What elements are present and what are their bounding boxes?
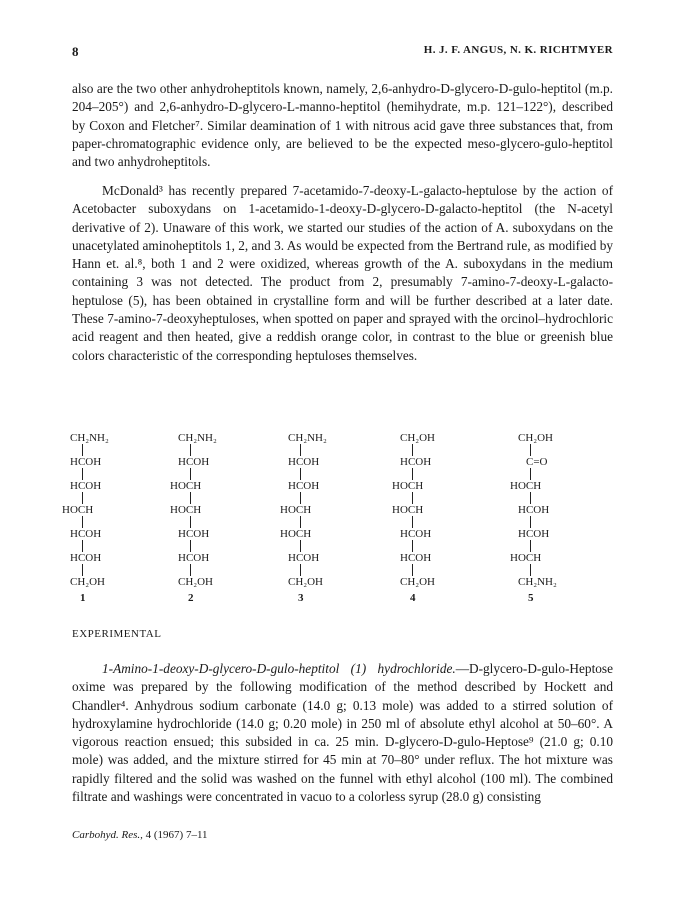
bond-line [412, 468, 413, 480]
structure-row [508, 528, 618, 540]
structure-row [168, 528, 278, 540]
group-label: HOCH [510, 480, 542, 492]
structure-row [60, 552, 170, 564]
structure-row [168, 552, 278, 564]
group-label: HCOH [288, 456, 320, 468]
bond-line [412, 516, 413, 528]
structure-row [168, 432, 278, 444]
bond-line [190, 540, 191, 552]
group-label: HCOH [70, 552, 102, 564]
group-label: C=O [526, 456, 548, 468]
bond-line [190, 468, 191, 480]
group-label: CH₂NH₂ [288, 432, 327, 444]
running-head: H. J. F. ANGUS, N. K. RICHTMYER [423, 44, 613, 56]
journal-name: Carbohyd. Res., [72, 829, 143, 841]
bond-line [300, 444, 301, 456]
group-label: HCOH [70, 480, 102, 492]
structure-4 [390, 432, 500, 612]
group-label: CH₂NH₂ [178, 432, 217, 444]
structure-row [60, 432, 170, 444]
group-label: CH₂OH [400, 576, 436, 588]
bond-line [190, 564, 191, 576]
structure-row [278, 504, 388, 516]
paragraph-1: also are the two other anhydroheptitols known, namely, 2,6-anhydro-D-glycero-D-gulo-heptitol (m.p. 204–205°) and 2,6-anhydro-D-glycero-L-manno-heptitol (hemihydrate, m.p. 121–122°), described by Coxon and Fletcher⁷. Similar deamination of 1 with nitrous acid gave three substances that, from paper-chromatographic evidence only, are believed to be the expected meso-glycero-gulo-heptitol and two anhydroheptitols. [72, 81, 613, 170]
group-label: HCOH [400, 456, 432, 468]
group-label: HCOH [70, 456, 102, 468]
bond-line [82, 540, 83, 552]
page-footer [72, 829, 208, 841]
compound-number: 1 [80, 592, 86, 604]
bond-line [412, 540, 413, 552]
group-label: CH₂OH [178, 576, 214, 588]
group-label: HOCH [392, 480, 424, 492]
structure-row [278, 552, 388, 564]
group-label: CH₂OH [70, 576, 106, 588]
fischer-projections [60, 432, 630, 612]
bond-line [530, 516, 531, 528]
group-label: HCOH [288, 552, 320, 564]
compound-number: 2 [188, 592, 194, 604]
structure-row [390, 504, 500, 516]
group-label: HCOH [400, 552, 432, 564]
group-label: HCOH [518, 528, 550, 540]
structure-row [508, 480, 618, 492]
group-label: HOCH [170, 480, 202, 492]
group-label: HCOH [178, 552, 210, 564]
compound-number: 3 [298, 592, 304, 604]
structure-row [168, 480, 278, 492]
structure-3 [278, 432, 388, 612]
structure-row [390, 432, 500, 444]
paragraph-3 [72, 660, 613, 806]
structure-row [390, 576, 500, 588]
group-label: HOCH [280, 504, 312, 516]
bond-line [412, 444, 413, 456]
bond-line [190, 516, 191, 528]
bond-line [300, 492, 301, 504]
structure-row [508, 552, 618, 564]
group-label: CH₂OH [518, 432, 554, 444]
structure-row [390, 552, 500, 564]
bond-line [300, 516, 301, 528]
group-label: CH₂NH₂ [70, 432, 109, 444]
bond-line [412, 492, 413, 504]
page-header [72, 44, 613, 60]
structure-row [168, 456, 278, 468]
group-label: HCOH [400, 528, 432, 540]
group-label: CH₂OH [400, 432, 436, 444]
bond-line [412, 564, 413, 576]
group-label: CH₂OH [288, 576, 324, 588]
paragraph-3-body: —D-glycero-D-gulo-Heptose oxime was prepared by the following modification of the method described by Hockett and Chandler⁴. Anhydrous sodium carbonate (14.0 g; 0.13 mole) was added to a stirred solution of hydroxylamine hydrochloride (14.0 g; 0.20 mole) in 250 ml of absolute ethyl alcohol at 50–60°. A vigorous reaction ensued; this subsided in ca. 25 min. D-glycero-D-gulo-Heptose⁹ (21.0 g; 0.10 mole) was added, and the mixture stirred for 45 min at 70–80° under reflux. The hot mixture was rapidly filtered and the solid was washed on the funnel with ethyl alcohol (100 ml). The combined filtrate and washings were concentrated in vacuo to a colorless syrup (28.0 g) consisting [72, 661, 613, 805]
structure-row [60, 480, 170, 492]
paragraph-2: McDonald³ has recently prepared 7-acetamido-7-deoxy-L-galacto-heptulose by the action of Acetobacter suboxydans on 1-acetamido-1-deoxy-D-glycero-D-galacto-heptitol (the N-acetyl derivative of 2). Unaware of this work, we started our studies of the action of A. suboxydans on the unacetylated aminoheptitols 1, 2, and 3. As would be expected from the Bertrand rule, as modified by Hann et. al.⁸, both 1 and 2 were oxidized, whereas growth of the A. suboxydans in the medium containing 3 was not detected. The product from 2, presumably 7-amino-7-deoxy-L-galacto-heptulose (5), has been obtained in crystalline form and will be further described at a later date. These 7-amino-7-deoxyheptuloses, when spotted on paper and sprayed with the orcinol–hydrochloric acid reagent and then heated, give a reddish orange color, in contrast to the blue or greenish blue colors characteristic of the corresponding heptuloses themselves. [72, 183, 613, 363]
group-label: CH₂NH₂ [518, 576, 557, 588]
structure-row [390, 528, 500, 540]
structure-row [278, 576, 388, 588]
bond-line [82, 564, 83, 576]
bond-line [530, 564, 531, 576]
structure-row [390, 480, 500, 492]
bond-line [530, 444, 531, 456]
compound-number: 4 [410, 592, 416, 604]
bond-line [82, 468, 83, 480]
bond-line [82, 492, 83, 504]
group-label: HOCH [510, 552, 542, 564]
group-label: HOCH [62, 504, 94, 516]
group-label: HCOH [518, 504, 550, 516]
group-label: HCOH [178, 456, 210, 468]
structure-5 [508, 432, 618, 612]
structure-row [278, 528, 388, 540]
structure-row [278, 432, 388, 444]
structure-row [60, 576, 170, 588]
structure-row [60, 456, 170, 468]
bond-line [530, 492, 531, 504]
group-label: HOCH [280, 528, 312, 540]
journal-citation: 4 (1967) 7–11 [145, 829, 208, 841]
structure-2 [168, 432, 278, 612]
group-label: HCOH [178, 528, 210, 540]
structure-row [508, 504, 618, 516]
bond-line [190, 444, 191, 456]
structure-row [508, 432, 618, 444]
paragraph-3-title: 1-Amino-1-deoxy-D-glycero-D-gulo-heptitol (1) hydrochloride. [102, 661, 456, 676]
page-number: 8 [72, 44, 79, 59]
structure-row [390, 456, 500, 468]
section-heading-experimental: EXPERIMENTAL [72, 628, 162, 640]
bond-line [530, 540, 531, 552]
bond-line [300, 468, 301, 480]
structure-row [508, 456, 618, 468]
group-label: HOCH [170, 504, 202, 516]
bond-line [300, 540, 301, 552]
bond-line [82, 444, 83, 456]
group-label: HCOH [288, 480, 320, 492]
bond-line [530, 468, 531, 480]
structure-row [278, 480, 388, 492]
bond-line [82, 516, 83, 528]
bond-line [190, 492, 191, 504]
structure-row [508, 576, 618, 588]
structure-row [60, 504, 170, 516]
bond-line [300, 564, 301, 576]
structure-row [168, 504, 278, 516]
group-label: HCOH [70, 528, 102, 540]
structure-row [60, 528, 170, 540]
structure-row [278, 456, 388, 468]
compound-number: 5 [528, 592, 534, 604]
group-label: HOCH [392, 504, 424, 516]
structure-row [168, 576, 278, 588]
structure-1 [60, 432, 170, 612]
